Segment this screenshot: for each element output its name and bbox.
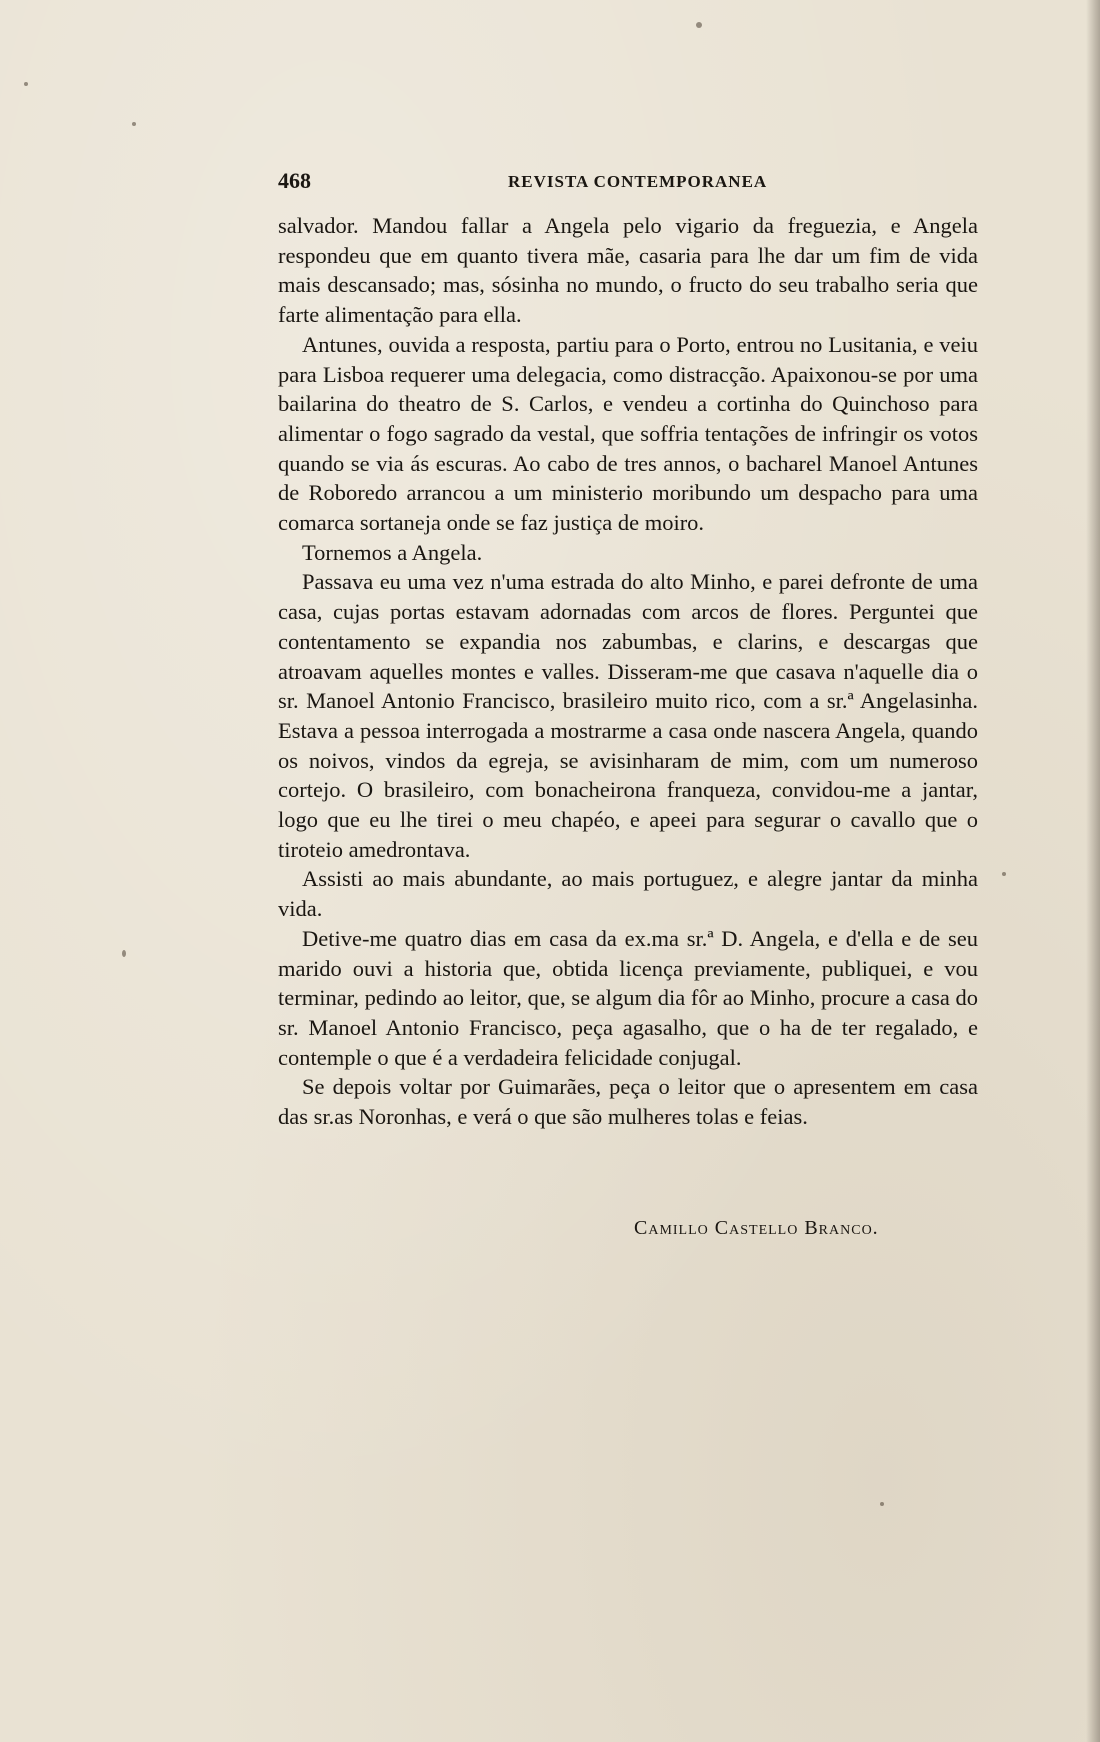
paper-speck bbox=[880, 1502, 884, 1506]
page-number: 468 bbox=[278, 168, 311, 193]
article-body bbox=[278, 211, 978, 1132]
journal-title: REVISTA CONTEMPORANEA bbox=[508, 172, 768, 191]
author-signature: Camillo Castello Branco. bbox=[634, 1217, 879, 1239]
paragraph: salvador. Mandou fallar a Angela pelo vigario da freguezia, e Angela respondeu que em quanto tivera mãe, casaria para lhe dar um fim de vida mais descansado; mas, sósinha no mundo, o fructo do seu trabalho seria que farte alimentação para ella. bbox=[278, 213, 978, 328]
paragraph: Passava eu uma vez n'uma estrada do alto Minho, e parei defronte de uma casa, cujas portas estavam adornadas com arcos de flores. Perguntei que contentamento se expandia nos zabumbas, e clarins, e descargas que atroavam aquelles montes e valles. Disseram-me que casava n'aquelle dia o sr. Manoel Antonio Francisco, brasileiro muito rico, com a sr.ª Angelasinha. Estava a pessoa interrogada a mostrarme a casa onde nascera Angela, quando os noivos, vindos da egreja, se avisinharam de mim, com um numeroso cortejo. O brasileiro, com bonacheirona franqueza, convidou-me a jantar, logo que eu lhe tirei o meu chapéo, e apeei para segurar o cavallo que o tiroteio amedrontava. bbox=[278, 569, 978, 862]
paragraph: Assisti ao mais abundante, ao mais portuguez, e alegre jantar da minha vida. bbox=[278, 866, 978, 922]
paper-speck bbox=[24, 82, 28, 86]
paragraph: Antunes, ouvida a resposta, partiu para o Porto, entrou no Lusitania, e veiu para Lisboa requerer uma delegacia, como distracção. Apaixonou-se por uma bailarina do theatro de S. Carlos, e vendeu a cortinha do Quinchoso para alimentar o fogo sagrado da vestal, que soffria tentações de infringir os votos quando se via ás escuras. Ao cabo de tres annos, o bacharel Manoel Antunes de Roboredo arrancou a um ministerio moribundo um despacho para uma comarca sortaneja onde se faz justiça de moiro. bbox=[278, 331, 978, 536]
paper-speck bbox=[1002, 872, 1006, 876]
paragraph: Detive-me quatro dias em casa da ex.ma sr.ª D. Angela, e d'ella e de seu marido ouvi a historia que, obtida licença previamente, publiquei, e vou terminar, pedindo ao leitor, que, se algum dia fôr ao Minho, procure a casa do sr. Manoel Antonio Francisco, peça agasalho, que o ha de ter regalado, e contemple o que é a verdadeira felicidade conjugal. bbox=[278, 925, 978, 1070]
page-edge-shadow bbox=[1086, 0, 1100, 1742]
paragraph: Se depois voltar por Guimarães, peça o leitor que o apresentem em casa das sr.as Noronhas, e verá o que são mulheres tolas e feias. bbox=[278, 1074, 978, 1130]
running-head bbox=[278, 168, 978, 198]
paper-speck bbox=[132, 122, 136, 126]
paper-speck bbox=[122, 950, 126, 957]
paragraph: Tornemos a Angela. bbox=[302, 539, 483, 565]
paper-speck bbox=[696, 22, 702, 28]
